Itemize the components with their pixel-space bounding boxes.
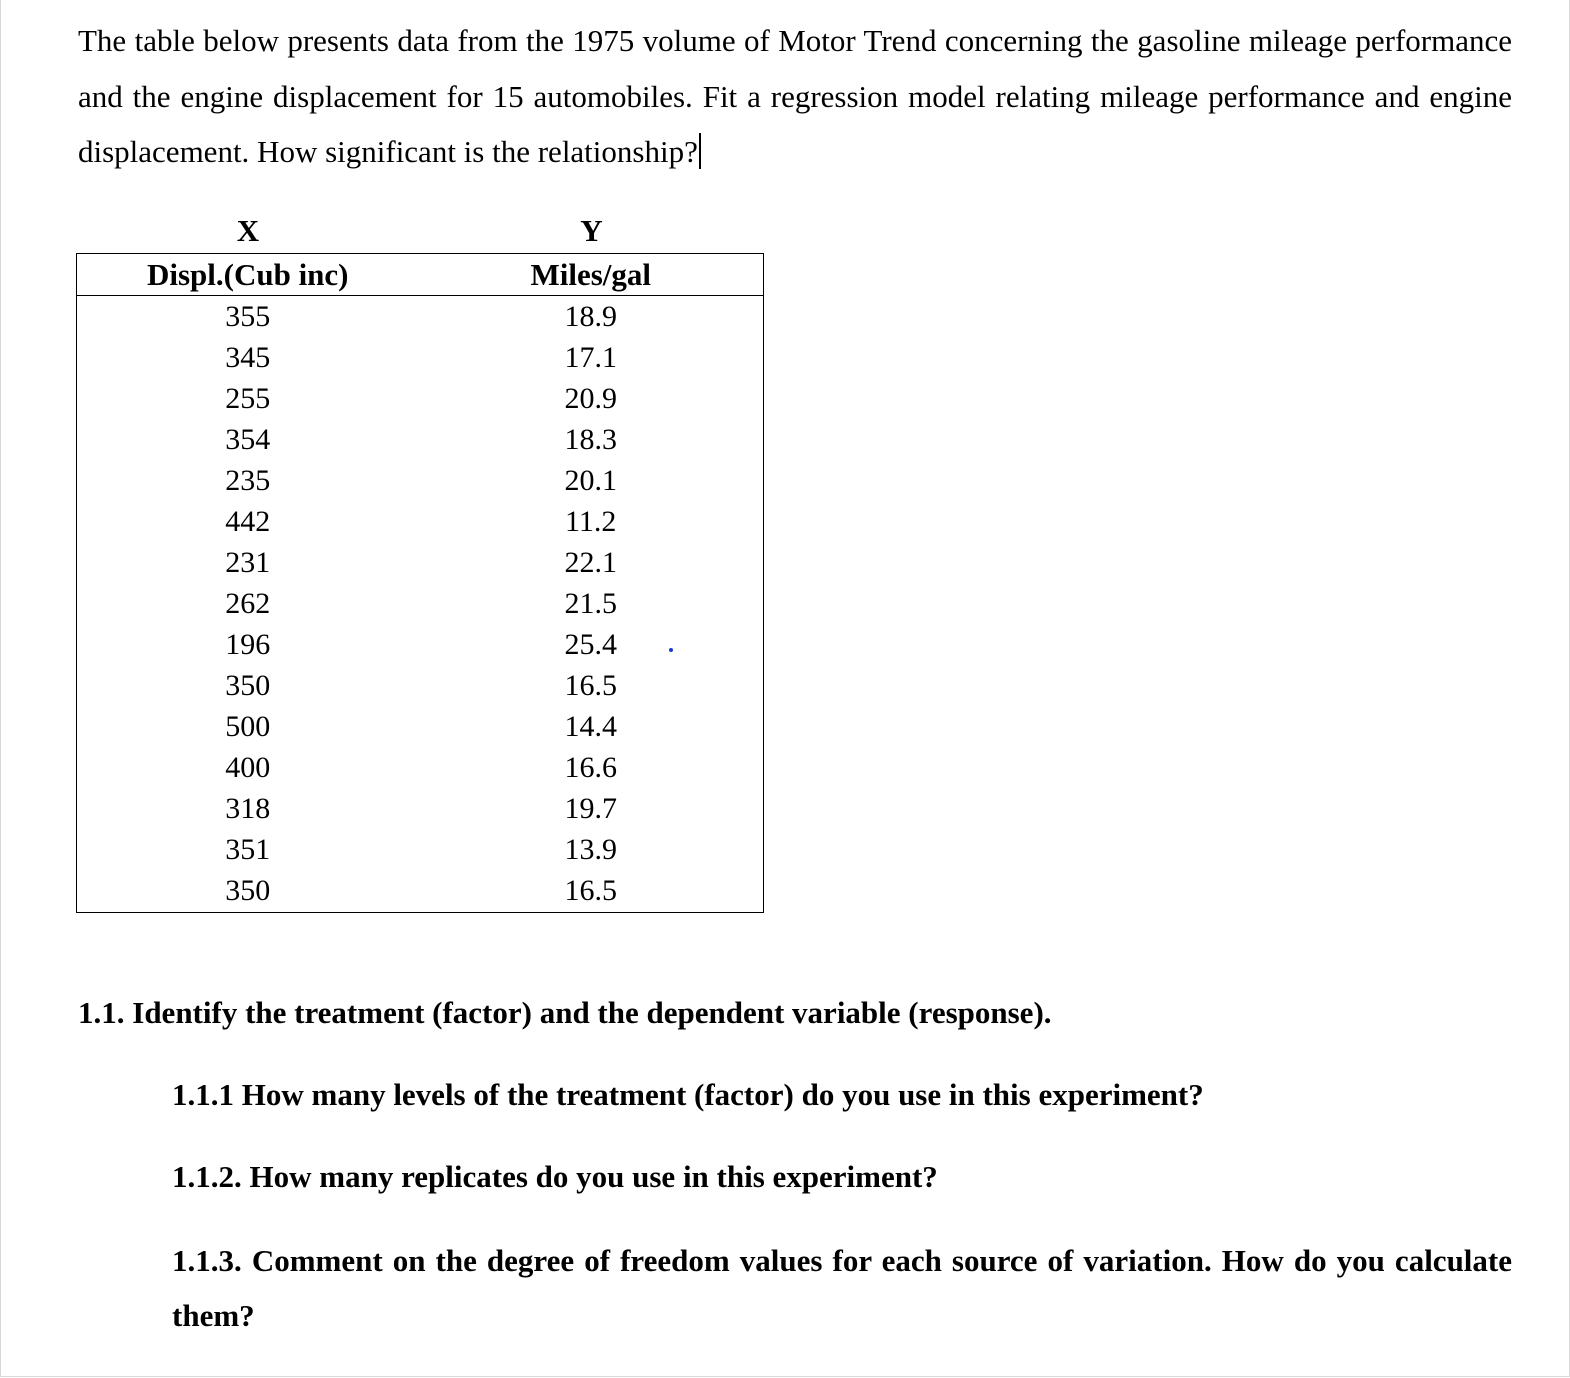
y-cell: 20.1: [564, 463, 617, 497]
x-cell: 255: [225, 381, 271, 415]
table-row: [77, 378, 764, 419]
x-cell: 196: [225, 627, 271, 661]
table-row: [77, 748, 764, 789]
x-cell: 350: [225, 874, 271, 908]
x-cell: 355: [225, 299, 271, 333]
table-header-row: [77, 254, 764, 296]
table-row: [77, 624, 764, 665]
table-row: [77, 542, 764, 583]
y-cell: 20.9: [564, 381, 617, 415]
data-table: [76, 253, 764, 913]
table-row: [77, 337, 764, 378]
x-cell: 500: [225, 709, 271, 743]
x-cell: 235: [225, 463, 271, 497]
stray-dot-mark: [669, 648, 673, 652]
y-cell: 11.2: [565, 504, 617, 538]
x-header: Displ.(Cub inc): [77, 254, 419, 296]
y-cell: 16.6: [564, 751, 617, 785]
y-cell: 16.5: [564, 874, 617, 908]
table-row: [77, 419, 764, 460]
y-cell: 19.7: [564, 792, 617, 826]
x-column-symbol: X: [236, 213, 260, 248]
x-cell: 262: [225, 586, 271, 620]
table-row: [77, 583, 764, 624]
text-cursor: [699, 133, 701, 169]
table-row: [77, 665, 764, 706]
question-1-1-1: 1.1.1 How many levels of the treatment (factor) do you use in this experiment?: [172, 1077, 1204, 1112]
table-row: [77, 501, 764, 542]
table-row: [77, 296, 764, 338]
y-cell: 14.4: [564, 709, 617, 743]
y-cell: 13.9: [564, 833, 617, 867]
y-cell: 17.1: [564, 340, 617, 374]
y-column-symbol: Y: [580, 213, 603, 248]
x-cell: 345: [225, 340, 271, 374]
y-cell: 22.1: [564, 545, 617, 579]
table-row: [77, 706, 764, 747]
x-cell: 442: [225, 504, 271, 538]
y-cell: 18.9: [564, 299, 617, 333]
x-cell: 354: [225, 422, 271, 456]
x-cell: 350: [225, 668, 271, 702]
y-header: Miles/gal: [418, 254, 763, 296]
question-1-1: 1.1. Identify the treatment (factor) and the dependent variable (response).: [78, 995, 1052, 1030]
x-cell: 400: [225, 751, 271, 785]
table-row: [77, 830, 764, 871]
table-row: [77, 460, 764, 501]
table-row: [77, 871, 764, 913]
question-1-1-3: 1.1.3. Comment on the degree of freedom values for each source of variation. How do you calculate them?: [172, 1243, 1512, 1333]
y-cell: 21.5: [564, 586, 617, 620]
intro-text: The table below presents data from the 1975 volume of Motor Trend concerning the gasoline mileage performance and the engine displacement for 15 automobiles. Fit a regression model relating mileage performance and engine displacement. How significant is the relationship?: [78, 23, 1512, 169]
y-cell: 16.5: [564, 668, 617, 702]
intro-paragraph[interactable]: [78, 13, 1512, 180]
question-1-1-2: 1.1.2. How many replicates do you use in this experiment?: [172, 1159, 938, 1194]
y-cell: 25.4: [564, 627, 617, 661]
table-row: [77, 789, 764, 830]
x-cell: 318: [225, 792, 271, 826]
x-cell: 231: [225, 545, 271, 579]
x-cell: 351: [225, 833, 271, 867]
y-cell: 18.3: [564, 422, 617, 456]
